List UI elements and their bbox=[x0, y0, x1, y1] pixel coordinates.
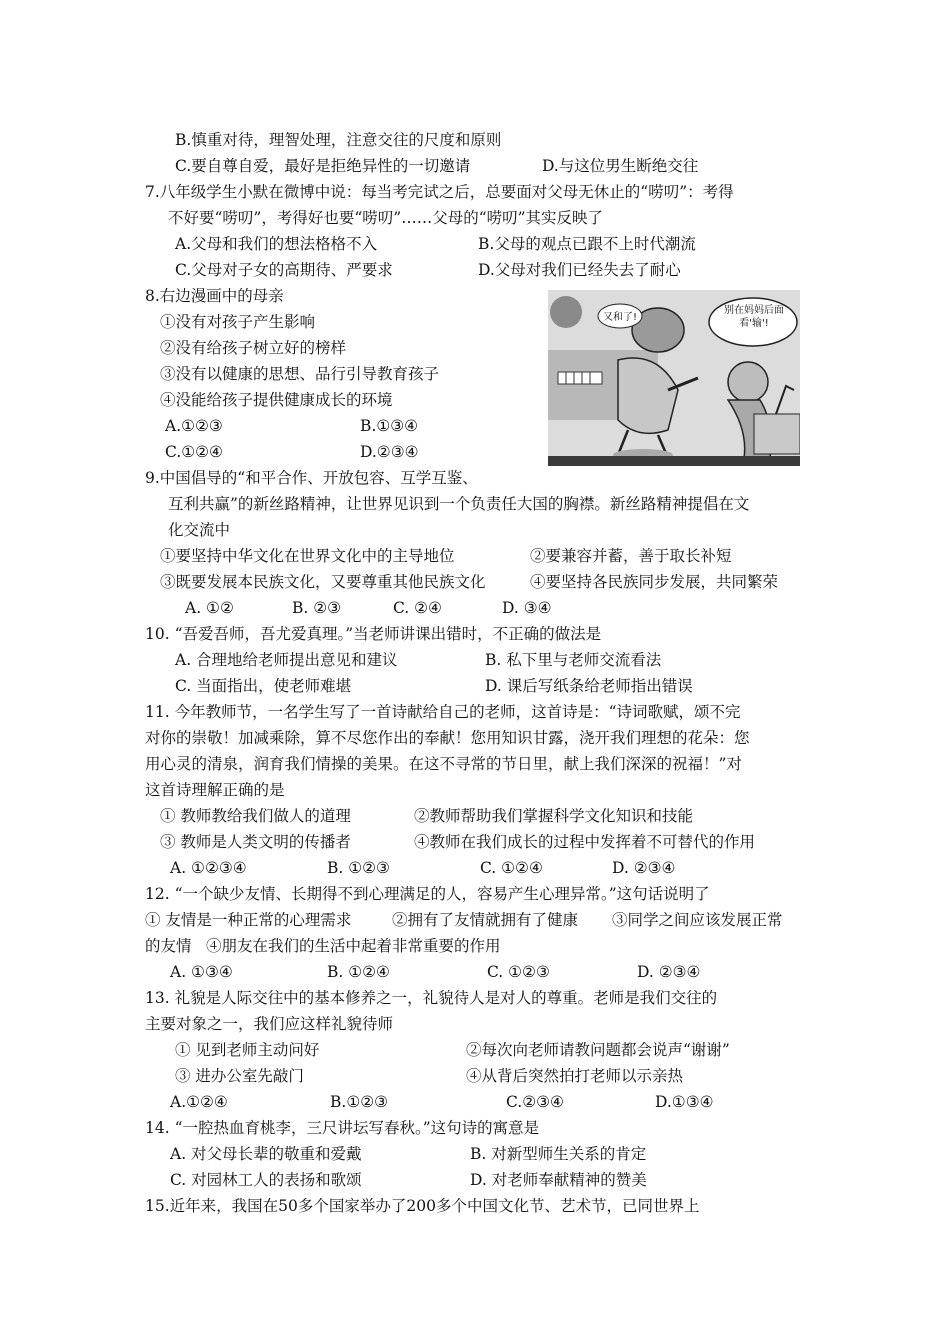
text-line: 11. 今年教师节，一名学生写了一首诗献给自己的老师，这首诗是：“诗词歌赋，颂不完 bbox=[145, 703, 741, 721]
text-line: 14. “一腔热血育桃李，三尺讲坛写春秋。”这句诗的寓意是 bbox=[145, 1119, 540, 1137]
text-line: 互利共赢”的新丝路精神，让世界见识到一个负责任大国的胸襟。新丝路精神提倡在文 bbox=[168, 495, 750, 513]
text-line: A. 对父母长辈的敬重和爱戴 bbox=[170, 1145, 362, 1163]
text-line: A.①②③ bbox=[165, 417, 223, 435]
text-line: ②要兼容并蓄，善于取长补短 bbox=[530, 547, 732, 565]
text-line: ①没有对孩子产生影响 bbox=[160, 313, 316, 331]
text-line: D. 课后写纸条给老师指出错误 bbox=[485, 677, 693, 695]
text-line: A. ①② bbox=[185, 599, 234, 617]
text-line: D.②③④ bbox=[360, 443, 419, 461]
text-line: B.慎重对待，理智处理，注意交往的尺度和原则 bbox=[175, 131, 502, 149]
text-line: C. ①②③ bbox=[487, 963, 550, 981]
text-line: D. ②③④ bbox=[612, 859, 676, 877]
text-line: B. ①②③ bbox=[327, 859, 390, 877]
text-line: A. 合理地给老师提出意见和建议 bbox=[175, 651, 398, 669]
text-line: 主要对象之一，我们应这样礼貌待师 bbox=[145, 1015, 394, 1033]
text-line: ④从背后突然拍打老师以示亲热 bbox=[466, 1067, 684, 1085]
text-line: 这首诗理解正确的是 bbox=[145, 781, 285, 799]
text-line: 8.右边漫画中的母亲 bbox=[145, 287, 284, 305]
text-line: C.父母对子女的高期待、严要求 bbox=[175, 261, 393, 279]
text-line: ②拥有了友情就拥有了健康 bbox=[392, 911, 579, 929]
text-line: ③ 教师是人类文明的传播者 bbox=[160, 833, 351, 851]
text-line: ③既要发展本民族文化，又要尊重其他民族文化 bbox=[160, 573, 486, 591]
text-line: ① 教师教给我们做人的道理 bbox=[160, 807, 351, 825]
text-line: 用心灵的清泉，润育我们情操的美果。在这不寻常的节日里，献上我们深深的祝福！”对 bbox=[145, 755, 742, 773]
text-line: 化交流中 bbox=[168, 521, 231, 539]
text-line: 10. “吾爱吾师，吾尤爱真理。”当老师讲课出错时，不正确的做法是 bbox=[145, 625, 602, 643]
text-line: C.②③④ bbox=[506, 1093, 564, 1111]
text-line: ③ 进办公室先敲门 bbox=[175, 1067, 304, 1085]
text-line: D. ③④ bbox=[502, 599, 552, 617]
text-line: ②教师帮助我们掌握科学文化知识和技能 bbox=[414, 807, 694, 825]
text-line: ① 见到老师主动问好 bbox=[175, 1041, 320, 1059]
cartoon-image bbox=[548, 290, 800, 466]
text-line: B.父母的观点已跟不上时代潮流 bbox=[478, 235, 696, 253]
text-line: ③没有以健康的思想、品行引导教育孩子 bbox=[160, 365, 440, 383]
text-line: D.①③④ bbox=[655, 1093, 714, 1111]
text-line: B. ①②④ bbox=[327, 963, 390, 981]
text-line: B. 对新型师生关系的肯定 bbox=[470, 1145, 647, 1163]
text-line: B. 私下里与老师交流看法 bbox=[485, 651, 662, 669]
text-line: ②每次向老师请教问题都会说声“谢谢” bbox=[466, 1041, 730, 1059]
text-line: ④要坚持各民族同步发展，共同繁荣 bbox=[530, 573, 779, 591]
text-line: B.①②③ bbox=[330, 1093, 389, 1111]
text-line: B.①③④ bbox=[360, 417, 419, 435]
text-line: C. ②④ bbox=[393, 599, 442, 617]
text-line: C. 当面指出，使老师难堪 bbox=[175, 677, 352, 695]
text-line: ②没有给孩子树立好的榜样 bbox=[160, 339, 347, 357]
text-line: 12. “一个缺少友情、长期得不到心理满足的人，容易产生心理异常。”这句话说明了 bbox=[145, 885, 710, 903]
text-line: D. 对老师奉献精神的赞美 bbox=[470, 1171, 647, 1189]
cartoon-illustration bbox=[548, 290, 800, 466]
text-line: C. ①②④ bbox=[480, 859, 543, 877]
text-line: 7.八年级学生小默在微博中说：每当考完试之后，总要面对父母无休止的“唠叨”：考得 bbox=[145, 183, 734, 201]
text-line: 对你的崇敬！加减乘除，算不尽您作出的奉献！您用知识甘露，浇开我们理想的花朵：您 bbox=[145, 729, 750, 747]
text-line: A.父母和我们的想法格格不入 bbox=[175, 235, 378, 253]
text-line: B. ②③ bbox=[292, 599, 342, 617]
text-line: D.父母对我们已经失去了耐心 bbox=[478, 261, 681, 279]
text-line: ④没能给孩子提供健康成长的环境 bbox=[160, 391, 393, 409]
text-line: D. ②③④ bbox=[637, 963, 701, 981]
text-line: C. 对园林工人的表扬和歌颂 bbox=[170, 1171, 362, 1189]
text-line: C.①②④ bbox=[165, 443, 223, 461]
text-line: 15.近年来，我国在50多个国家举办了200多个中国文化节、艺术节，已同世界上 bbox=[145, 1197, 700, 1215]
text-line: A.①②④ bbox=[170, 1093, 228, 1111]
text-line: 13. 礼貌是人际交往中的基本修养之一，礼貌待人是对人的尊重。老师是我们交往的 bbox=[145, 989, 718, 1007]
child-speech-bubble: 别在妈妈后面看'输'! bbox=[724, 305, 784, 329]
text-line: A. ①②③④ bbox=[170, 859, 247, 877]
mother-speech-bubble: 又和了! bbox=[602, 312, 638, 323]
text-line: A. ①③④ bbox=[170, 963, 233, 981]
text-line: ④朋友在我们的生活中起着非常重要的作用 bbox=[206, 937, 501, 955]
text-line: 不好要“唠叨”，考得好也要“唠叨”……父母的“唠叨”其实反映了 bbox=[168, 209, 604, 227]
text-line: 9.中国倡导的“和平合作、开放包容、互学互鉴、 bbox=[145, 469, 478, 487]
text-line: ③同学之间应该发展正常 bbox=[612, 911, 783, 929]
text-line: ① 友情是一种正常的心理需求 bbox=[145, 911, 352, 929]
text-line: C.要自尊自爱，最好是拒绝异性的一切邀请 bbox=[175, 157, 471, 175]
text-line: ①要坚持中华文化在世界文化中的主导地位 bbox=[160, 547, 455, 565]
text-line: D.与这位男生断绝交往 bbox=[542, 157, 699, 175]
text-line: 的友情 bbox=[145, 937, 192, 955]
text-line: ④教师在我们成长的过程中发挥着不可替代的作用 bbox=[414, 833, 756, 851]
